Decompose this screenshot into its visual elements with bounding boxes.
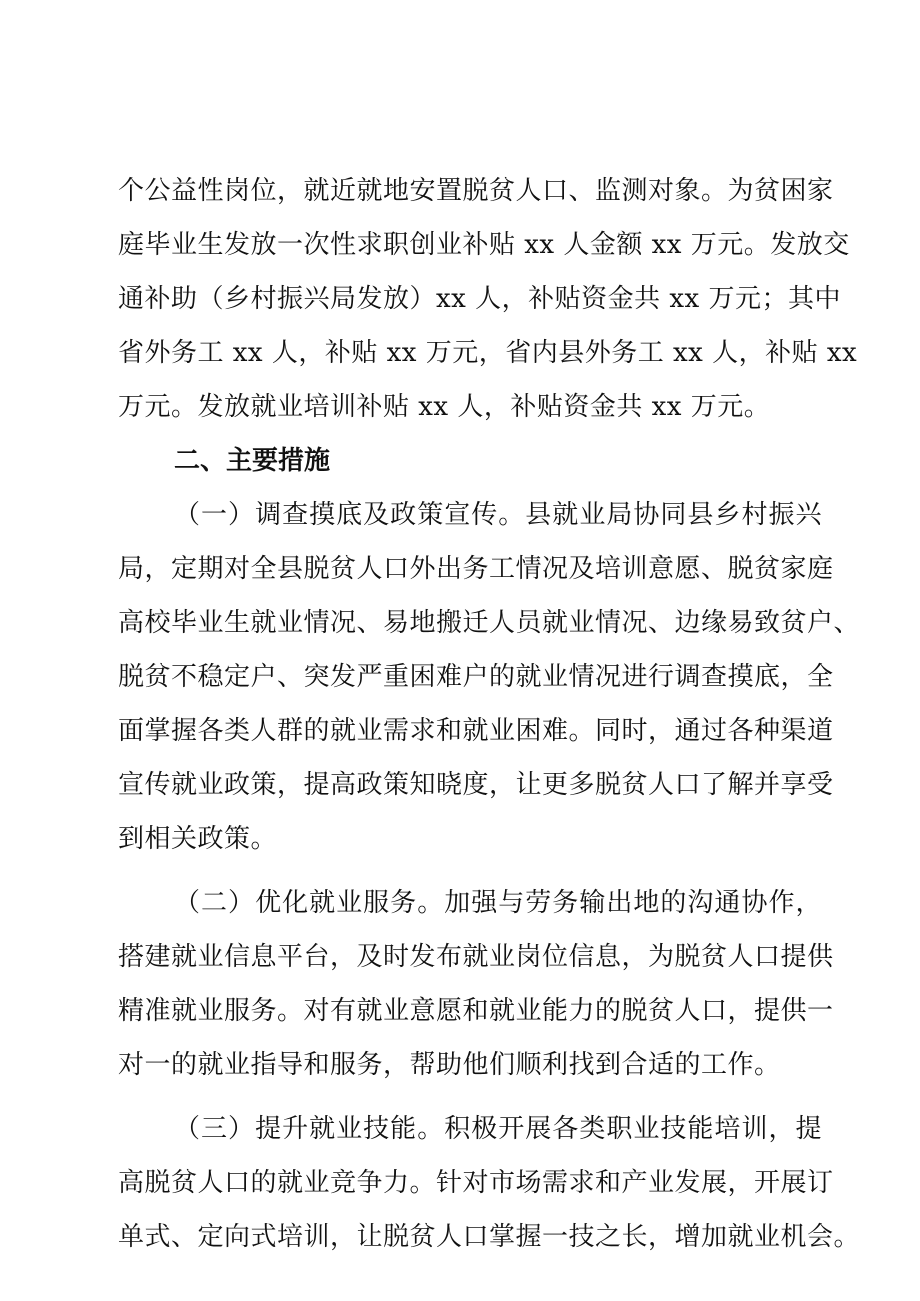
text-line: 万元。发放就业培训补贴 xx 人，补贴资金共 xx 万元。 [118, 392, 771, 422]
paragraph-spacer [118, 1092, 822, 1102]
section-heading: 二、主要措施 [174, 446, 331, 476]
text-line: 庭毕业生发放一次性求职创业补贴 xx 人金额 xx 万元。发放交 [118, 230, 850, 260]
text-line: 通补助（乡村振兴局发放）xx 人，补贴资金共 xx 万元；其中 [118, 284, 841, 314]
paragraph-measure-1 [118, 488, 861, 866]
text-line: 对一的就业指导和服务，帮助他们顺利找到合适的工作。 [118, 1050, 781, 1080]
text-line: 脱贫不稳定户、突发严重困难户的就业情况进行调查摸底，全 [118, 662, 834, 692]
paragraph-intro [118, 164, 858, 434]
text-line: （二）优化就业服务。加强与劳务输出地的沟通协作， [174, 888, 822, 918]
text-line: 宣传就业政策，提高政策知晓度，让更多脱贫人口了解并享受 [118, 770, 834, 800]
text-line: 省外务工 xx 人，补贴 xx 万元，省内县外务工 xx 人，补贴 xx [118, 338, 858, 368]
text-line: 单式、定向式培训，让脱贫人口掌握一技之长，增加就业机会。 [118, 1222, 861, 1252]
document-body [118, 164, 861, 1264]
text-line: 到相关政策。 [118, 824, 278, 854]
text-line: 个公益性岗位，就近就地安置脱贫人口、监测对象。为贫困家 [118, 176, 834, 206]
text-line: 精准就业服务。对有就业意愿和就业能力的脱贫人口，提供一 [118, 996, 834, 1026]
text-line: （三）提升就业技能。积极开展各类职业技能培训，提 [174, 1114, 822, 1144]
text-line: 局，定期对全县脱贫人口外出务工情况及培训意愿、脱贫家庭 [118, 554, 834, 584]
text-line: 面掌握各类人群的就业需求和就业困难。同时，通过各种渠道 [118, 716, 834, 746]
paragraph-measure-2 [118, 876, 834, 1092]
paragraph-spacer [118, 866, 822, 876]
paragraph-measure-3 [118, 1102, 861, 1264]
text-line: 搭建就业信息平台，及时发布就业岗位信息，为脱贫人口提供 [118, 942, 834, 972]
text-line: 高校毕业生就业情况、易地搬迁人员就业情况、边缘易致贫户、 [118, 608, 861, 638]
text-line: （一）调查摸底及政策宣传。县就业局协同县乡村振兴 [174, 500, 822, 530]
text-line: 高脱贫人口的就业竞争力。针对市场需求和产业发展，开展订 [118, 1168, 834, 1198]
